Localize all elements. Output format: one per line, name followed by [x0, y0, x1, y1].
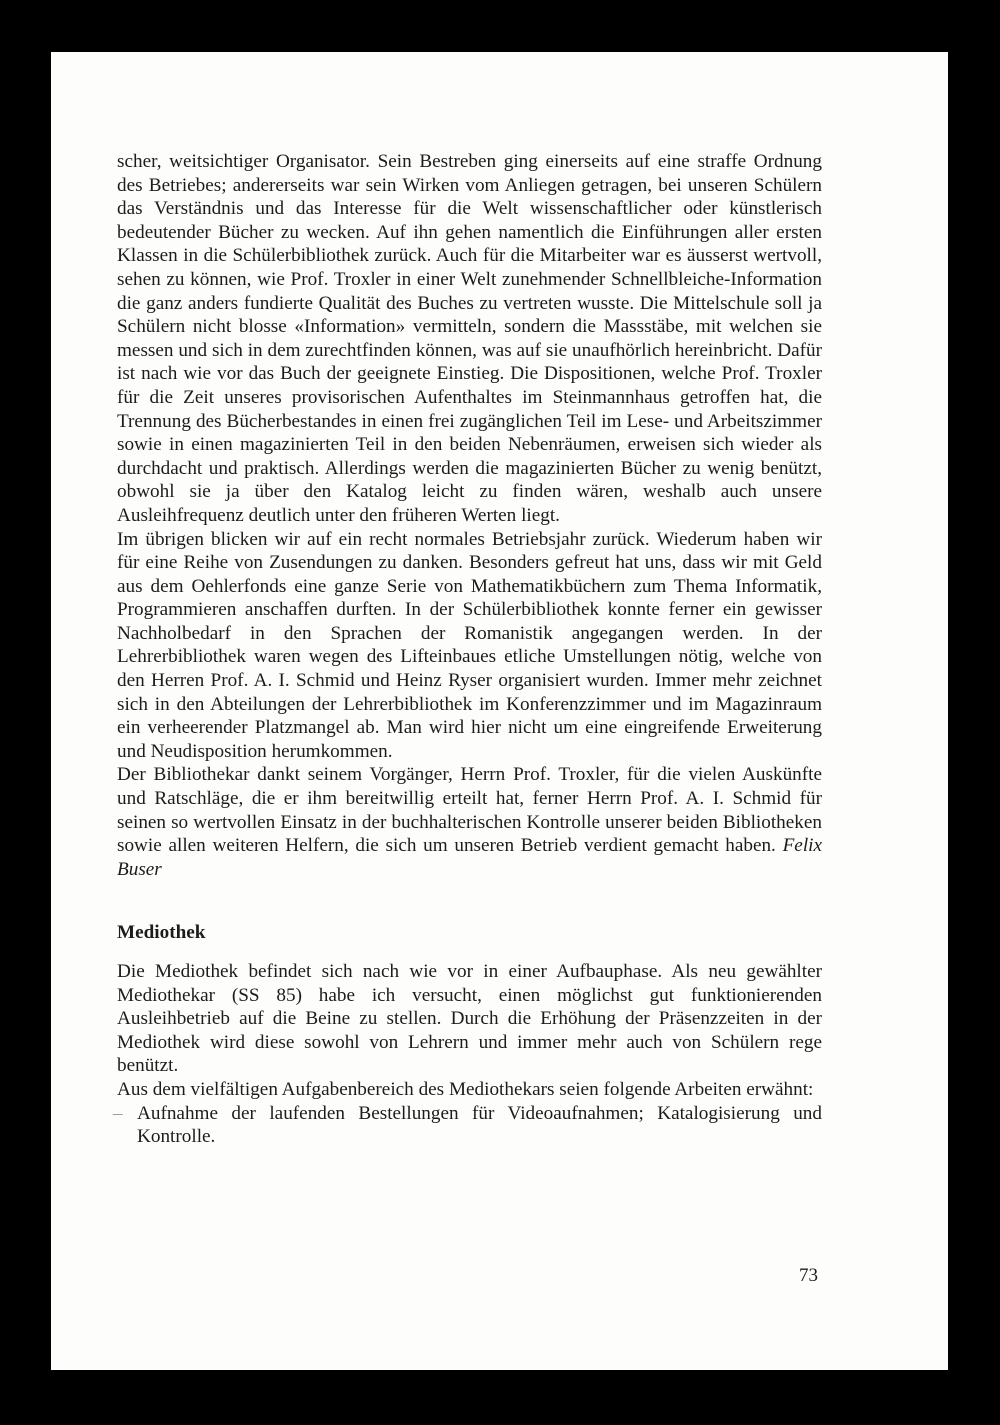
section-paragraph: Aus dem vielfältigen Aufgabenbereich des Mediothekars seien folgende Arbeiten erwähnt:	[117, 1078, 814, 1100]
list-item	[113, 1102, 822, 1149]
paragraph-text: Der Bibliothekar dankt seinem Vorgänger, Herrn Prof. Troxler, für die vielen Auskünfte und Ratschläge, die er ihm bereitwillig erteilt hat, ferner Herrn Prof. A. I. Schmid für seinen so wertvollen Einsatz in der buchhalterischen Kontrolle unserer beiden Bibliotheken sowie allen weiteren Helfern, die sich um unseren Betrieb verdient gemacht haben.	[117, 764, 822, 857]
section-heading: Mediothek	[117, 922, 206, 944]
list-dash: –	[113, 1102, 123, 1124]
author-signature: Felix Buser	[117, 835, 822, 880]
list-item-text: Aufnahme der laufenden Bestellungen für Videoaufnahmen; Katalogisierung und Kontrolle.	[137, 1102, 822, 1148]
closing-paragraph	[117, 763, 822, 881]
body-text	[113, 150, 822, 1149]
paragraph: Im übrigen blicken wir auf ein recht normales Betriebsjahr zurück. Wiederum haben wir für eine Reihe von Zusendungen zu danken. Besonders gefreut hat uns, dass wir mit Geld aus dem Oehlerfonds eine ganze Serie von Mathematikbüchern zum Thema Informatik, Programmieren anschaffen durften. In der Schülerbibliothek konnte ferner ein gewisser Nachholbedarf in den Sprachen der Romanistik angegangen werden. In der Lehrerbibliothek waren wegen des Lifteinbaues etliche Umstellungen nötig, welche von den Herren Prof. A. I. Schmid und Heinz Ryser organisiert wurden. Immer mehr zeichnet sich in den Abteilungen der Lehrerbibliothek im Konferenzzimmer und im Magazinraum ein verheerender Platzmangel ab. Man wird hier nicht um eine eingreifende Erweiterung und Neudisposition herumkommen.	[117, 528, 822, 762]
paragraph: scher, weitsichtiger Organisator. Sein Bestreben ging einerseits auf eine straffe Ordnung des Betriebes; andererseits war sein Wirken vom Anliegen getragen, bei unseren Schülern das Verständnis und das Interesse für die Welt wissenschaftlicher oder künstlerisch bedeutender Bücher zu wecken. Auf ihn gehen namentlich die Einführungen aller ersten Klassen in die Schülerbibliothek zurück. Auch für die Mitarbeiter war es äusserst wertvoll, sehen zu können, wie Prof. Troxler in einer Welt zunehmender Schnellbleiche-Information die ganz anders fundierte Qualität des Buches zu vertreten wusste. Die Mittelschule soll ja Schülern nicht blosse «Information» vermitteln, sondern die Massstäbe, mit welchen sie messen und sich in dem zurechtfinden können, was auf sie unaufhörlich hereinbricht. Dafür ist nach wie vor das Buch der geeignete Einstieg. Die Dispositionen, welche Prof. Troxler für die Zeit unseres provisorischen Aufenthaltes im Steinmannhaus getroffen hat, die Trennung des Bücherbestandes in einen frei zugänglichen Teil im Lese- und Arbeitszimmer sowie in einen magazinierten Teil in den beiden Nebenräumen, erweisen sich wieder als durchdacht und praktisch. Allerdings werden die magazinierten Bücher zu wenig benützt, obwohl sie ja über den Katalog leicht zu finden wären, weshalb auch unsere Ausleihfrequenz deutlich unter den früheren Werten liegt.	[117, 151, 822, 526]
section-paragraph: Die Mediothek befindet sich nach wie vor in einer Aufbauphase. Als neu gewählter Mediothekar (SS 85) habe ich versucht, einen möglichst gut funktionierenden Ausleihbetrieb auf die Beine zu stellen. Durch die Erhöhung der Präsenzzeiten in der Mediothek wird diese sowohl von Lehrern und immer mehr auch von Schülern rege benützt.	[117, 961, 822, 1077]
document-page	[51, 52, 948, 1370]
page-number: 73	[799, 1265, 818, 1286]
